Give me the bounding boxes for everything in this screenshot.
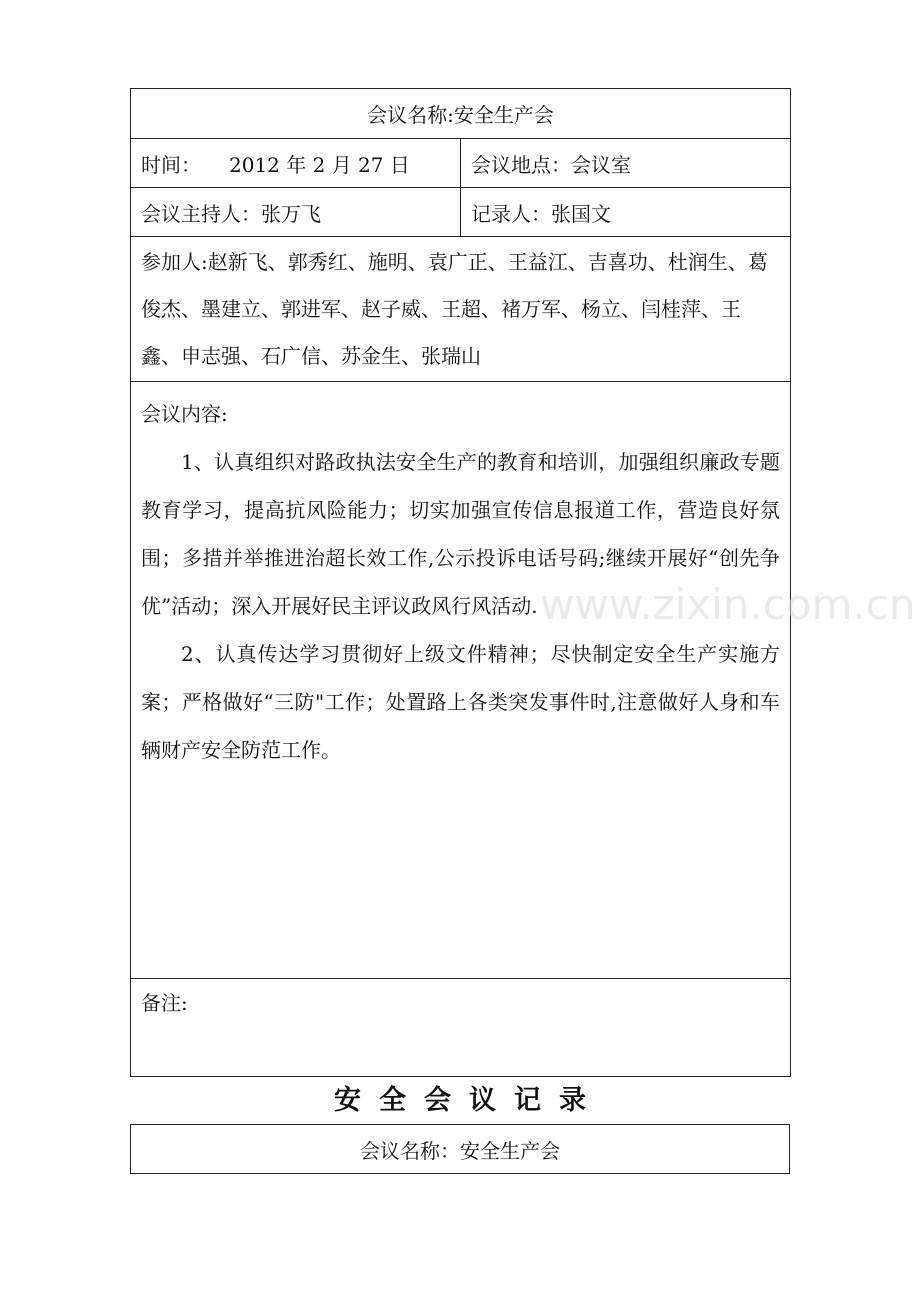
recorder-cell xyxy=(461,188,791,237)
location-value: 会议室 xyxy=(571,152,631,177)
meeting-time-cell xyxy=(131,139,461,188)
time-value: 2012 年 2 月 27 日 xyxy=(229,152,410,177)
meeting-content-cell xyxy=(131,382,791,979)
content-label: 会议内容: xyxy=(141,402,228,426)
attendees-cell xyxy=(131,237,791,382)
time-label: 时间： xyxy=(141,152,201,177)
recorder-label: 记录人： xyxy=(471,201,551,226)
meeting-location-cell xyxy=(461,139,791,188)
host-value: 张万飞 xyxy=(261,201,321,226)
meeting-host-cell xyxy=(131,188,461,237)
attendees-label: 参加人: xyxy=(141,250,208,274)
meeting-record-table-2 xyxy=(130,1124,790,1174)
location-label: 会议地点： xyxy=(471,152,571,177)
attendees-value: 赵新飞、郭秀红、施明、袁广正、王益江、吉喜功、杜润生、葛俊杰、墨建立、郭进军、赵子威、王超、褚万军、杨立、闫桂萍、王鑫、申志强、石广信、苏金生、张瑞山 xyxy=(141,250,768,368)
remark-cell xyxy=(131,979,791,1077)
document-title: 安全会议记录 xyxy=(334,1085,604,1116)
meeting-record-table xyxy=(130,88,791,1077)
remark-label: 备注: xyxy=(141,991,188,1015)
meeting-name-cell: 会议名称:安全生产会 xyxy=(131,89,791,139)
host-label: 会议主持人： xyxy=(141,201,261,226)
watermark: www.zixin.com.cn xyxy=(540,580,916,629)
meeting-name-cell-2: 会议名称：安全生产会 xyxy=(131,1125,790,1174)
content-item: 1、认真组织对路政执法安全生产的教育和培训，加强组织廉政专题教育学习，提高抗风险能力；切实加强宣传信息报道工作，营造良好氛围；多措并举推进治超长效工作,公示投诉电话号码;继续开展好“创先争优”活动；深入开展好民主评议政风行风活动. xyxy=(141,450,780,618)
content-item: 2、认真传达学习贯彻好上级文件精神；尽快制定安全生产实施方案；严格做好“三防"工作；处置路上各类突发事件时,注意做好人身和车辆财产安全防范工作。 xyxy=(141,642,780,762)
recorder-value: 张国文 xyxy=(551,201,611,226)
